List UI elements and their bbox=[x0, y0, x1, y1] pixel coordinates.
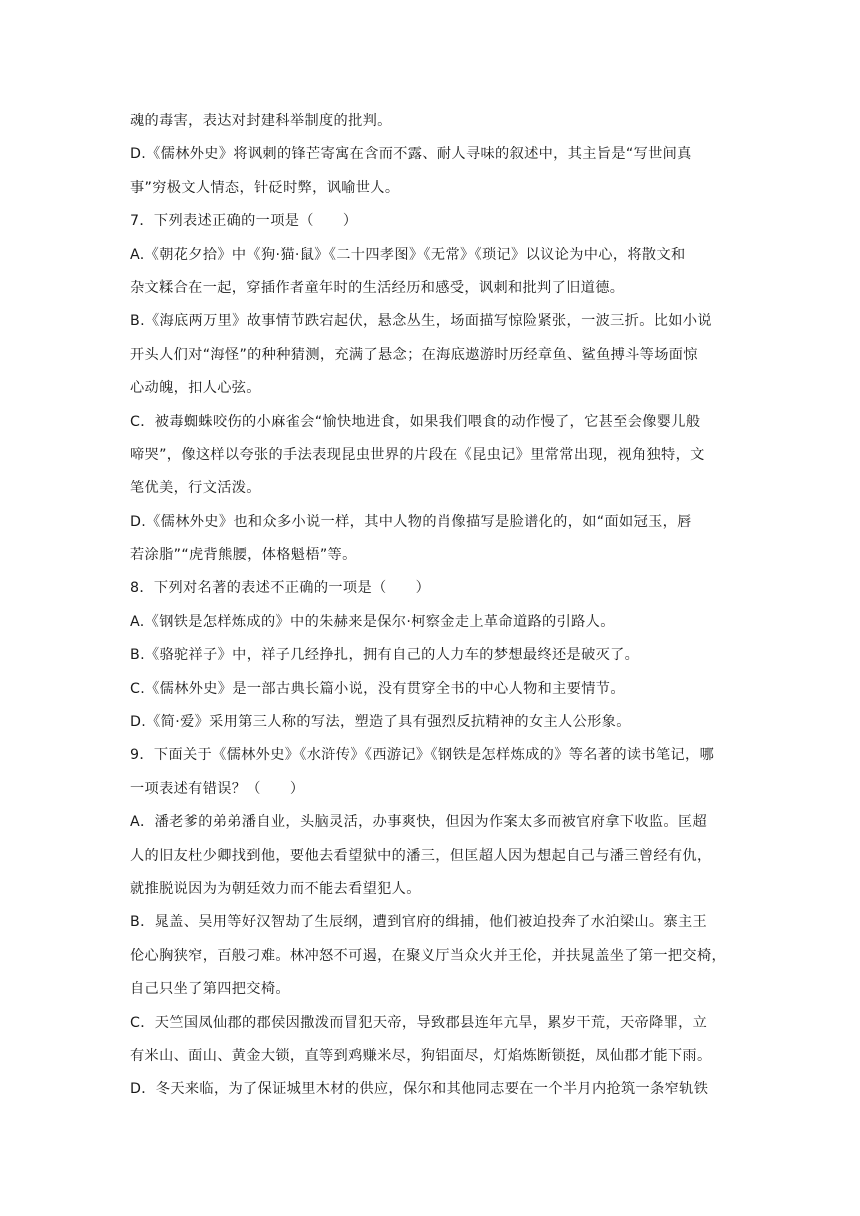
text-line: 就推脱说因为为朝廷效力而不能去看望犯人。 bbox=[130, 880, 421, 897]
document-page bbox=[130, 108, 735, 1110]
text-line: B.《海底两万里》故事情节跌宕起伏，悬念丛生，场面描写惊险紧张，一波三折。比如小说 bbox=[130, 313, 712, 330]
text-line: A.《朝花夕拾》中《狗·猫·鼠》《二十四孝图》《无常》《琐记》以议论为中心，将散文和 bbox=[130, 246, 686, 263]
text-line: A．潘老爹的弟弟潘自业，头脑灵活，办事爽快，但因为作案太多而被官府拿下收监。匡超 bbox=[130, 814, 708, 831]
text-line: D．冬天来临，为了保证城里木材的供应，保尔和其他同志要在一个半月内抢筑一条窄轨铁 bbox=[130, 1081, 709, 1098]
text-line: D.《儒林外史》将讽刺的锋芒寄寓在含而不露、耐人寻味的叙述中，其主旨是“写世间真 bbox=[130, 146, 692, 163]
text-line: 杂文糅合在一起，穿插作者童年时的生活经历和感受，讽刺和批判了旧道德。 bbox=[130, 279, 625, 296]
text-line: D.《儒林外史》也和众多小说一样，其中人物的肖像描写是脸谱化的，如“面如冠玉，唇 bbox=[130, 513, 692, 530]
text-line: C．天竺国凤仙郡的郡侯因撒泼而冒犯天帝，导致郡县连年亢旱，累岁干荒，天帝降罪，立 bbox=[130, 1014, 708, 1031]
text-line: 事”穷极文人情态，针砭时弊，讽喻世人。 bbox=[130, 179, 400, 196]
text-line: 心动魄，扣人心弦。 bbox=[130, 380, 261, 397]
question-7-stem: 7．下列表述正确的一项是（ ） bbox=[130, 213, 358, 230]
text-line: D.《简·爱》采用第三人称的写法，塑造了具有强烈反抗精神的女主人公形象。 bbox=[130, 714, 631, 731]
text-line: B．晁盖、吴用等好汉智劫了生辰纲，遭到官府的缉捕，他们被迫投奔了水泊梁山。寨主王 bbox=[130, 914, 708, 931]
text-line: 自己只坐了第四把交椅。 bbox=[130, 981, 290, 998]
text-line: A.《钢铁是怎样炼成的》中的朱赫来是保尔·柯察金走上革命道路的引路人。 bbox=[130, 613, 615, 630]
text-line: 人的旧友杜少卿找到他，要他去看望狱中的潘三，但匡超人因为想起自己与潘三曾经有仇， bbox=[130, 847, 712, 864]
text-line: 笔优美，行文活泼。 bbox=[130, 480, 261, 497]
text-line: 魂的毒害，表达对封建科举制度的批判。 bbox=[130, 113, 392, 129]
text-line: C.《儒林外史》是一部古典长篇小说，没有贯穿全书的中心人物和主要情节。 bbox=[130, 680, 625, 697]
text-line: 啼哭”，像这样以夸张的手法表现昆虫世界的片段在《昆虫记》里常常出现，视角独特，文 bbox=[130, 446, 705, 463]
question-9-stem: 9．下面关于《儒林外史》《水浒传》《西游记》《钢铁是怎样炼成的》等名著的读书笔记，哪 bbox=[130, 747, 715, 764]
text-line: 若涂脂”“虎背熊腰，体格魁梧”等。 bbox=[130, 547, 357, 564]
text-line: C．被毒蜘蛛咬伤的小麻雀会“愉快地进食，如果我们喂食的动作慢了，它甚至会像婴儿般 bbox=[130, 413, 701, 430]
question-8-stem: 8．下列对名著的表述不正确的一项是（ ） bbox=[130, 580, 431, 597]
text-line: 伦心胸狭窄，百般刁难。林冲怒不可遏，在聚义厅当众火并王伦，并扶晁盖坐了第一把交椅， bbox=[130, 947, 727, 964]
text-line: 开头人们对“海怪”的种种猜测，充满了悬念；在海底遨游时历经章鱼、鲨鱼搏斗等场面惊 bbox=[130, 346, 698, 363]
text-line: 有米山、面山、黄金大锁，直等到鸡赚米尽，狗铝面尽，灯焰炼断锁挺，凤仙郡才能下雨。 bbox=[130, 1047, 712, 1064]
text-line: 一项表述有错误？（ ） bbox=[130, 780, 305, 797]
text-line: B.《骆驼祥子》中，祥子几经挣扎，拥有自己的人力车的梦想最终还是破灭了。 bbox=[130, 647, 640, 664]
